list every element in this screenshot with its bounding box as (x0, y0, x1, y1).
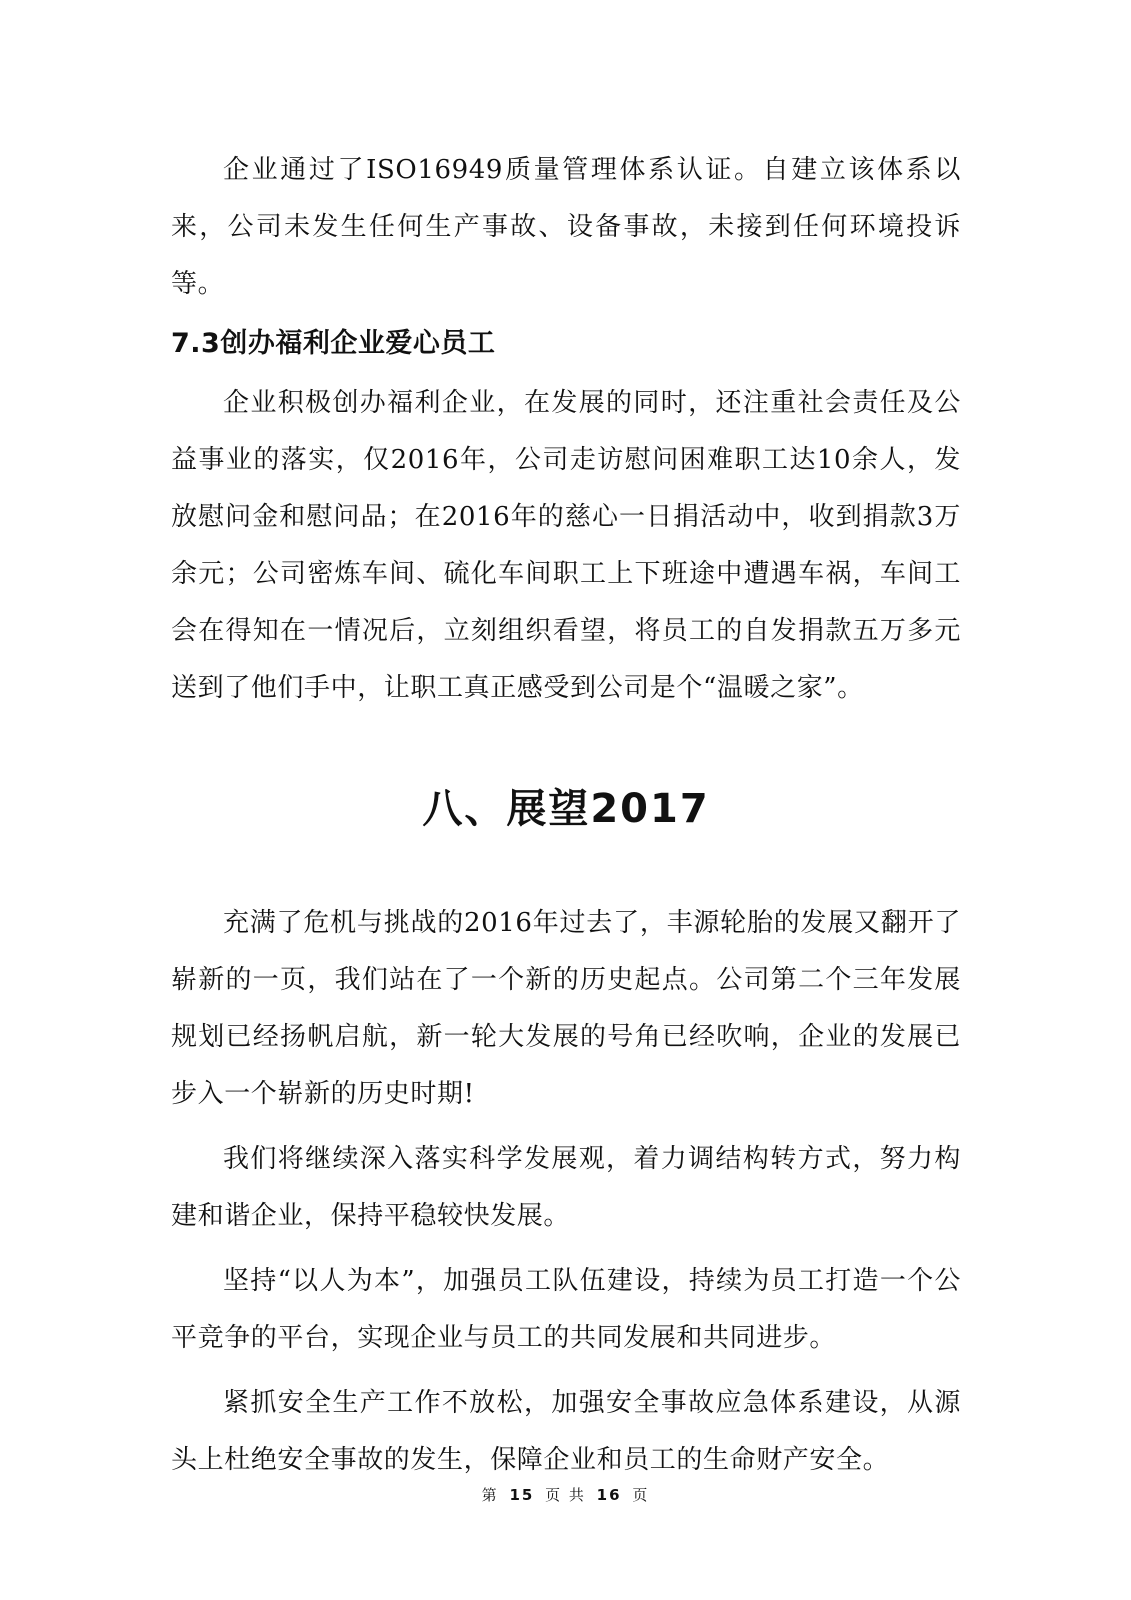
spacer (171, 1245, 961, 1253)
iso-certification-paragraph: 企业通过了ISO16949质量管理体系认证。自建立该体系以来，公司未发生任何生产事故、设备事故，未接到任何环境投诉等。 (171, 155, 961, 299)
page-footer (0, 1484, 1131, 1505)
outlook-paragraph-4: 紧抓安全生产工作不放松，加强安全事故应急体系建设，从源头上杜绝安全事故的发生，保障企业和员工的生命财产安全。 (171, 1388, 961, 1475)
page-content (171, 142, 961, 1489)
outlook-paragraph-1: 充满了危机与挑战的2016年过去了，丰源轮胎的发展又翻开了崭新的一页，我们站在了一个新的历史起点。公司第二个三年发展规划已经扬帆启航，新一轮大发展的号角已经吹响，企业的发展已步入一个崭新的历史时期! (171, 908, 961, 1109)
spacer (171, 1367, 961, 1375)
footer-suffix: 页 (632, 1486, 650, 1504)
outlook-paragraph-3: 坚持“以人为本”，加强员工队伍建设，持续为员工打造一个公平竞争的平台，实现企业与员工的共同发展和共同进步。 (171, 1266, 961, 1353)
spacer (171, 1123, 961, 1131)
spacer (171, 717, 961, 769)
footer-middle: 页 共 (545, 1486, 586, 1504)
outlook-paragraph-2: 我们将继续深入落实科学发展观，着力调结构转方式，努力构建和谐企业，保持平稳较快发展。 (171, 1144, 961, 1231)
footer-current-page: 15 (509, 1486, 535, 1504)
section-7-3-heading: 7.3创办福利企业爱心员工 (171, 328, 496, 359)
chapter-8-title: 八、展望2017 (422, 786, 710, 832)
spacer (171, 849, 961, 895)
footer-prefix: 第 (481, 1486, 499, 1504)
footer-total-pages: 16 (596, 1486, 622, 1504)
welfare-enterprise-paragraph: 企业积极创办福利企业，在发展的同时，还注重社会责任及公益事业的落实，仅2016年，公司走访慰问困难职工达10余人，发放慰问金和慰问品；在2016年的慈心一日捐活动中，收到捐款3万余元；公司密炼车间、硫化车间职工上下班途中遭遇车祸，车间工会在得知在一情况后，立刻组织看望，将员工的自发捐款五万多元送到了他们手中，让职工真正感受到公司是个“温暖之家”。 (171, 388, 961, 703)
